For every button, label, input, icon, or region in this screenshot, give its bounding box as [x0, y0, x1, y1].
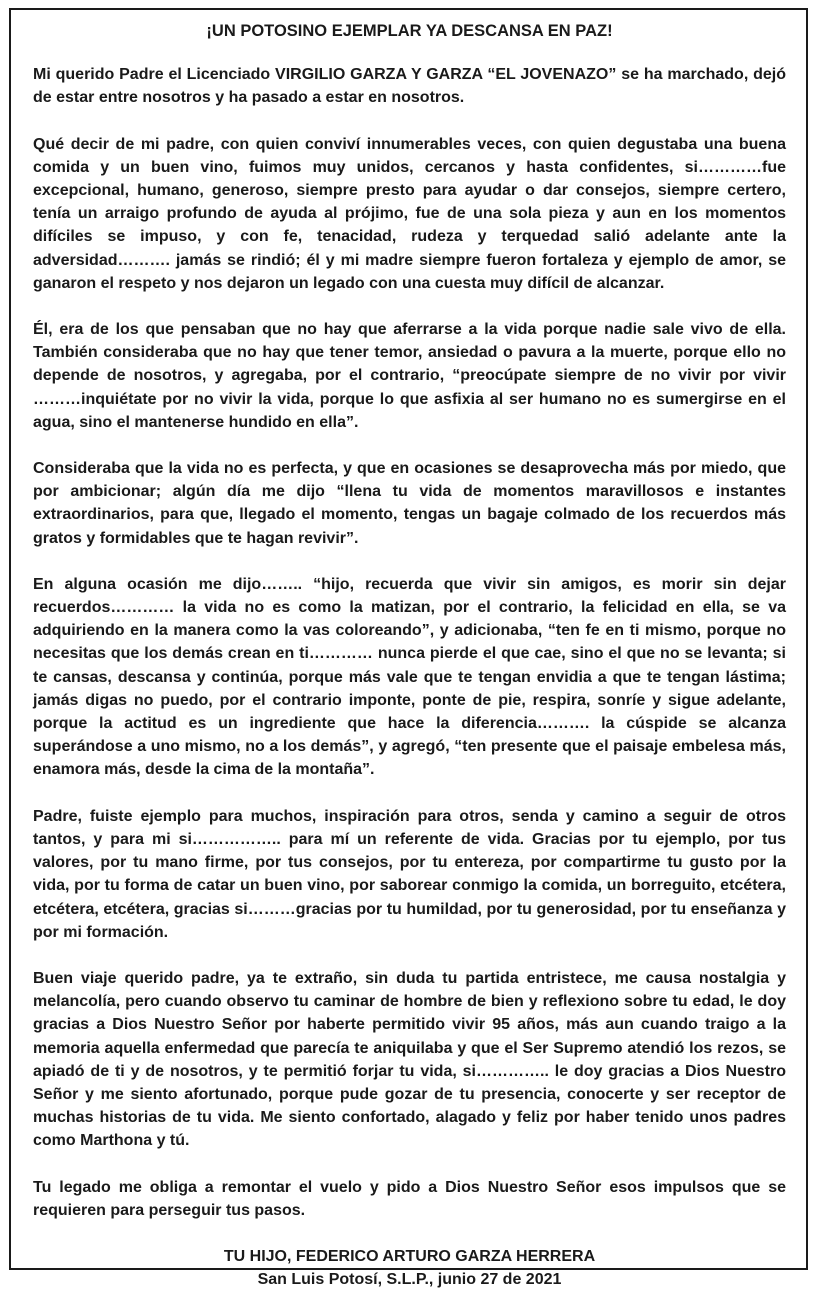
paragraph-6: Padre, fuiste ejemplo para muchos, inspiración para otros, senda y camino a seguir de otros tantos, y para mi si…………….. para mí un referente de vida. Gracias por tu ejemplo, por tus valores, por tu mano firme, por tus consejos, por tu entereza, por compartirme tu gusto por la vida, por tu forma de catar un buen vino, por saborear conmigo la comida, un borreguito, etcétera, etcétera, etcétera, gracias si………gracias por tu humildad, por tu generosidad, por tu enseñanza y por mi formación. [33, 807, 786, 941]
paragraph-2: Qué decir de mi padre, con quien conviví innumerables veces, con quien degustaba una buena comida y un buen vino, fuimos muy unidos, cercanos y hasta confidentes, si…………fue excepcional, humano, generoso, siempre presto para ayudar o dar consejos, siempre certero, tenía un arraigo profundo de ayuda al prójimo, fue de una sola pieza y aun en los momentos difíciles se impuso, y con fe, tenacidad, rudeza y terquedad salió adelante ante la adversidad………. jamás se rindió; él y mi madre siempre fueron fortaleza y ejemplo de amor, se ganaron el respeto y nos dejaron un legado con una cuesta muy difícil de alcanzar. [33, 135, 786, 292]
document-body [33, 20, 786, 1291]
paragraph-3: Él, era de los que pensaban que no hay que aferrarse a la vida porque nadie sale vivo de ella. También consideraba que no hay que tener temor, ansiedad o pavura a la muerte, porque ello no depende de nosotros, y agregaba, por el contrario, “preocúpate siempre de no vivir por vivir ………inquiétate por no vivir la vida, porque lo que asfixia al ser humano no es sumergirse en el agua, sino el mantenerse hundido en ella”. [33, 321, 786, 431]
paragraph-1: Mi querido Padre el Licenciado VIRGILIO GARZA Y GARZA “EL JOVENAZO” se ha marchado, dejó de estar entre nosotros y ha pasado a estar en nosotros. [33, 66, 786, 107]
paragraph-5: En alguna ocasión me dijo…….. “hijo, recuerda que vivir sin amigos, es morir sin dejar recuerdos………… la vida no es como la matizan, por el contrario, la felicidad en ella, se va adquiriendo en la manera como la vas coloreando”, y adicionaba, “ten fe en ti mismo, porque no necesitas que los demás crean en ti………… nunca pierde el que cae, sino el que no se levanta; si te cansas, descansa y continúa, porque más vale que te tengan envidia a que te tengan lástima; jamás digas no puedo, por el contrario imponte, ponte de pie, respira, sonríe y sigue adelante, porque la actitud es un ingrediente que hace la diferencia………. la cúspide se alcanza superándose a uno mismo, no a los demás”, y agregó, “ten presente que el paisaje embelesa más, enamora más, desde la cima de la montaña”. [33, 575, 786, 779]
signature-name: TU HIJO, FEDERICO ARTURO GARZA HERRERA [223, 1247, 596, 1265]
signature-block [33, 1245, 786, 1291]
signature-place-date: San Luis Potosí, S.L.P., junio 27 de 2021 [257, 1271, 562, 1289]
paragraph-7: Buen viaje querido padre, ya te extraño, sin duda tu partida entristece, me causa nostalgia y melancolía, pero cuando observo tu caminar de hombre de bien y reflexiono sobre tu edad, le doy gracias a Dios Nuestro Señor por haberte permitido vivir 95 años, más aun cuando traigo a la memoria aquella enfermedad que parecía te aniquilaba y que el Ser Supremo atendió los rezos, se apiadó de ti y de nosotros, y te permitió forjar tu vida, si………….. le doy gracias a Dios Nuestro Señor y me siento afortunado, porque pude gozar de tu presencia, conocerte y ser receptor de muchas historias de tu vida. Me siento confortado, alagado y feliz por haber tenido unos padres como Marthona y tú. [33, 969, 786, 1150]
document-title: ¡UN POTOSINO EJEMPLAR YA DESCANSA EN PAZ! [206, 22, 613, 40]
paragraph-8: Tu legado me obliga a remontar el vuelo y pido a Dios Nuestro Señor esos impulsos que se requieren para perseguir tus pasos. [33, 1178, 786, 1219]
paragraph-4: Consideraba que la vida no es perfecta, y que en ocasiones se desaprovecha más por miedo, que por ambicionar; algún día me dijo “llena tu vida de momentos maravillosos e instantes extraordinarios, para que, llegado el momento, tengas un bagaje colmado de los recuerdos más gratos y formidables que te hagan revivir”. [33, 460, 786, 547]
